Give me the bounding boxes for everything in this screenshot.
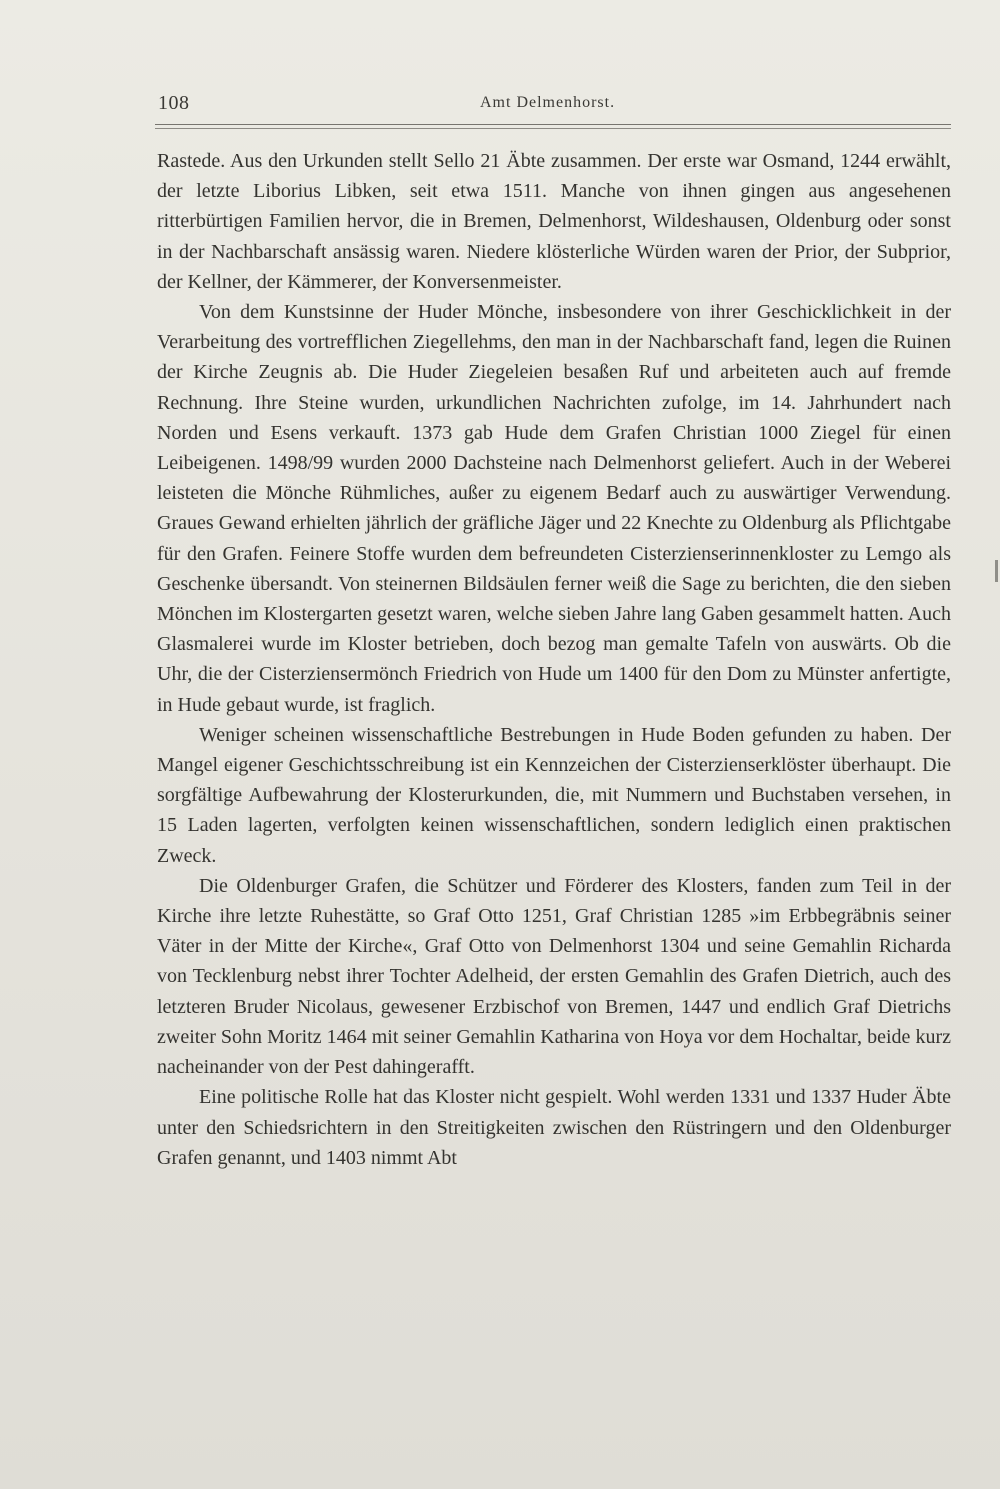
paragraph-4: Die Oldenburger Grafen, die Schützer und Förderer des Klosters, fanden zum Teil in der Kirche ihre letzte Ruhestätte, so Graf Otto 1251, Graf Christian 1285 »im Erbbegräbnis seiner Väter in der Mitte der Kirche«, Graf Otto von Delmenhorst 1304 und seine Gemahlin Richarda von Tecklenburg nebst ihrer Tochter Adelheid, der ersten Gemahlin des Grafen Dietrich, auch des letzteren Bruder Nicolaus, gewesener Erzbischof von Bremen, 1447 und endlich Graf Dietrichs zweiter Sohn Moritz 1464 mit seiner Gemahlin Katharina von Hoya vor dem Hochaltar, beide kurz nacheinander von der Pest dahingerafft. [157,874,951,1079]
paragraph-2: Von dem Kunstsinne der Huder Mönche, insbesondere von ihrer Geschicklichkeit in der Verarbeitung des vortrefflichen Ziegellehms, den man in der Nachbarschaft fand, legen die Ruinen der Kirche Zeugnis ab. Die Huder Ziegeleien besaßen Ruf und arbeiteten auch auf fremde Rechnung. Ihre Steine wurden, urkundlichen Nachrichten zufolge, im 14. Jahrhundert nach Norden und Esens verkauft. 1373 gab Hude dem Grafen Christian 1000 Ziegel für einen Leibeigenen. 1498/99 wurden 2000 Dachsteine nach Delmenhorst geliefert. Auch in der Weberei leisteten die Mönche Rühmliches, außer zu eigenem Bedarf auch zu auswärtiger Verwendung. Graues Gewand erhielten jährlich der gräfliche Jäger und 22 Knechte zu Oldenburg als Pflichtgabe für den Grafen. Feinere Stoffe wurden dem befreundeten Cisterzienserinnenkloster zu Lemgo als Geschenke übersandt. Von steinernen Bildsäulen ferner weiß die Sage zu berichten, die den sieben Mönchen im Klostergarten gesetzt waren, welche sieben Jahre lang Gaben gesammelt hatten. Auch Glasmalerei wurde im Kloster betrieben, doch bezog man gemalte Tafeln von auswärts. Ob die Uhr, die der Cisterziensermönch Friedrich von Hude um 1400 für den Dom zu Münster anfertigte, in Hude gebaut wurde, ist fraglich. [157,301,951,716]
header-rule-secondary [155,128,951,129]
scan-mark [995,560,998,582]
paragraph-1: Rastede. Aus den Urkunden stellt Sello 21 Äbte zusammen. Der erste war Osmand, 1244 erwählt, der letzte Liborius Libken, seit etwa 1511. Manche von ihnen gingen aus angesehenen ritterbürtigen Familien hervor, die in Bremen, Delmenhorst, Wildeshausen, Oldenburg oder sonst in der Nachbarschaft ansässig waren. Niedere klösterliche Würden waren der Prior, der Subprior, der Kellner, der Kämmerer, der Konversenmeister. [157,150,951,293]
page-number: 108 [158,92,190,114]
header-rule [155,124,951,125]
paragraph-5: Eine politische Rolle hat das Kloster nicht gespielt. Wohl werden 1331 und 1337 Huder Äbte unter den Schiedsrichtern in den Streitigkeiten zwischen den Rüstringern und den Oldenburger Grafen genannt, und 1403 nimmt Abt [157,1086,951,1169]
page-header [158,92,950,116]
body-text [157,146,951,1173]
running-head: Amt Delmenhorst. [480,94,616,111]
paragraph-3: Weniger scheinen wissenschaftliche Bestrebungen in Hude Boden gefunden zu haben. Der Mangel eigener Geschichtsschreibung ist ein Kennzeichen der Cisterzienserklöster überhaupt. Die sorgfältige Aufbewahrung der Klosterurkunden, die, mit Nummern und Buchstaben versehen, in 15 Laden lagerten, verfolgten keinen wissenschaftlichen, sondern lediglich einen praktischen Zweck. [157,723,951,867]
